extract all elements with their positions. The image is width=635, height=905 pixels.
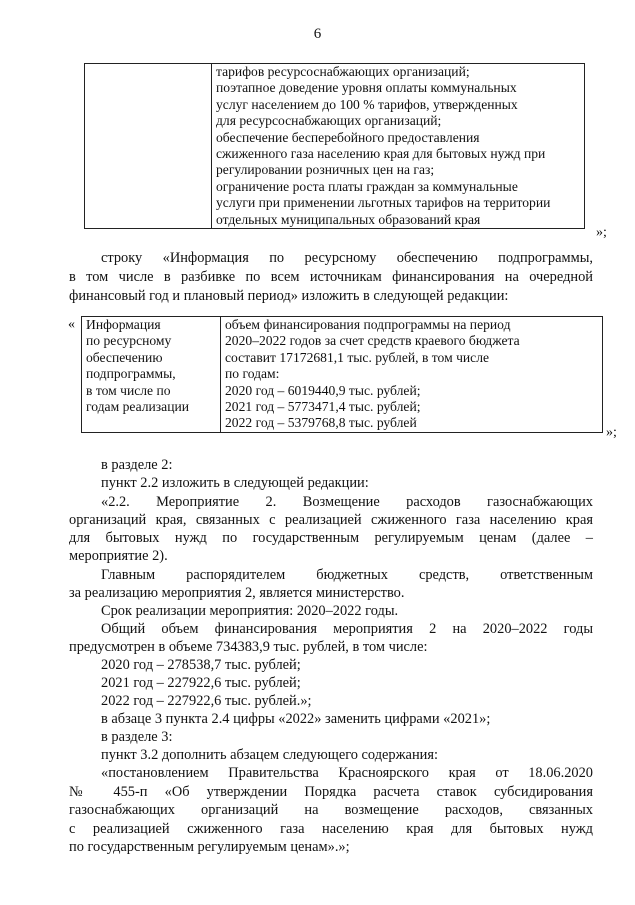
body-line: пункт 3.2 дополнить абзацем следующего содержания:	[101, 747, 438, 763]
table1-line: обеспечение бесперебойного предоставления	[216, 129, 480, 145]
table2-left-line: Информация	[86, 317, 161, 332]
funding-table	[81, 316, 603, 433]
body-line: за реализацию мероприятия 2, является министерство.	[69, 585, 405, 601]
body-line: 2020 год – 278538,7 тыс. рублей;	[101, 657, 301, 673]
table1-left-cell	[85, 64, 212, 229]
table1-line: услуги при применении льготных тарифов на территории	[216, 195, 551, 211]
body-line: 2022 год – 227922,6 тыс. рублей.»;	[101, 693, 312, 709]
table1-line: тарифов ресурсоснабжающих организаций;	[216, 64, 470, 79]
table2-left-line: подпрограммы,	[86, 366, 176, 382]
body-line: Общий объем финансирования мероприятия 2 на 2020–2022 годы	[101, 621, 593, 637]
body-line: в абзаце 3 пункта 2.4 цифры «2022» заменить цифрами «2021»;	[101, 711, 491, 727]
table2-right-line: 2022 год – 5379768,8 тыс. рублей	[225, 415, 417, 431]
table2-left-line: по ресурсному	[86, 333, 172, 349]
body-line: мероприятие 2).	[69, 548, 168, 564]
table2-right-line: составит 17172681,1 тыс. рублей, в том числе	[225, 349, 490, 365]
table1-close-quote: »;	[596, 225, 607, 240]
body-line: 2021 год – 227922,6 тыс. рублей;	[101, 675, 301, 691]
body-line: пункт 2.2 изложить в следующей редакции:	[101, 475, 369, 491]
table2-right-line: 2020–2022 годов за счет средств краевого бюджета	[225, 333, 520, 349]
table2-right-line: 2020 год – 6019440,9 тыс. рублей;	[225, 382, 421, 398]
body-line: Срок реализации мероприятия: 2020–2022 годы.	[101, 603, 399, 619]
body-line: с реализацией сжиженного газа населению края для бытовых нужд	[69, 821, 593, 837]
table2-right-line: 2021 год – 5773471,4 тыс. рублей;	[225, 399, 421, 415]
table1-line: отдельных муниципальных образований края	[216, 211, 481, 227]
table2-close-quote: »;	[606, 425, 617, 440]
table1-line: ограничение роста платы граждан за коммунальные	[216, 178, 518, 194]
table2-left-line: обеспечению	[86, 349, 163, 365]
measures-table-fragment	[84, 63, 585, 229]
table2-right-cell	[221, 317, 603, 433]
table2-left-line: годам реализации	[86, 399, 190, 415]
table2-left-cell	[82, 317, 221, 433]
body-line: организаций края, связанных с реализацией сжиженного газа населению края	[69, 512, 593, 528]
intro-line: строку «Информация по ресурсному обеспечению подпрограммы,	[101, 250, 593, 266]
table1-line: для ресурсоснабжающих организаций;	[216, 113, 442, 129]
body-line: «постановлением Правительства Красноярского края от 18.06.2020	[101, 765, 593, 781]
table1-line: сжиженного газа населению края для бытовых нужд при	[216, 146, 546, 162]
body-line: № 455-п «Об утверждении Порядка расчета ставок субсидирования	[69, 784, 593, 800]
body-line: «2.2. Мероприятие 2. Возмещение расходов газоснабжающих	[101, 494, 593, 510]
table2-right-line: по годам:	[225, 366, 280, 382]
body-line: в разделе 3:	[101, 729, 173, 745]
table1-line: регулировании розничных цен на газ;	[216, 162, 435, 178]
body-line: по государственным регулируемым ценам».»;	[69, 839, 350, 855]
table1-line: поэтапное доведение уровня оплаты коммунальных	[216, 80, 517, 96]
table1-right-cell	[212, 64, 585, 229]
table2-open-quote: «	[68, 317, 75, 332]
table2-right-line: объем финансирования подпрограммы на период	[225, 317, 511, 332]
body-line: предусмотрен в объеме 734383,9 тыс. рублей, в том числе:	[69, 639, 428, 655]
table2-left-line: в том числе по	[86, 382, 171, 398]
body-line: Главным распорядителем бюджетных средств, ответственным	[101, 567, 593, 583]
intro-line: в том числе в разбивке по всем источникам финансирования на очередной	[69, 269, 593, 285]
intro-line: финансовый год и плановый период» изложить в следующей редакции:	[69, 288, 509, 304]
body-line: газоснабжающих организаций на возмещение расходов, связанных	[69, 802, 593, 818]
table1-line: услуг населением до 100 % тарифов, утвержденных	[216, 96, 518, 112]
page-number: 6	[313, 26, 322, 42]
body-line: в разделе 2:	[101, 457, 173, 473]
body-line: для бытовых нужд по государственным регулируемым ценам (далее –	[69, 530, 593, 546]
